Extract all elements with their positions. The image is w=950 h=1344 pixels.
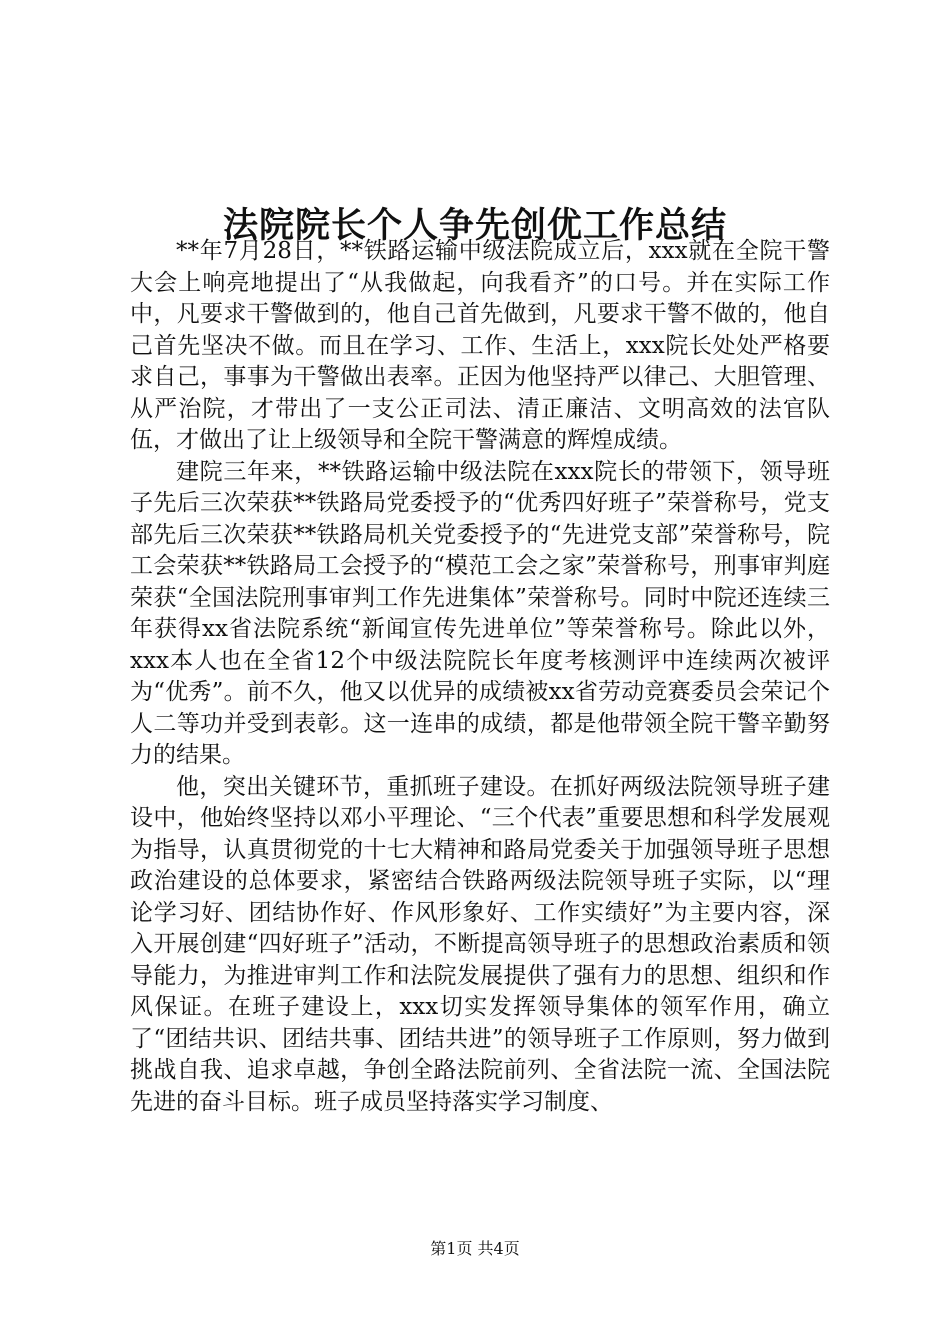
page-number-footer: 第1页 共4页 [430,1239,520,1258]
paragraph-2: 建院三年来，**铁路运输中级法院在xxx院长的带领下，领导班子先后三次荣获**铁路局党委授予的“优秀四好班子”荣誉称号，党支部先后三次荣获**铁路局机关党委授予的“先进党支部”荣誉称号，院工会荣获**铁路局工会授予的“模范工会之家”荣誉称号，刑事审判庭荣获“全国法院刑事审判工作先进集体”荣誉称号。同时中院还连续三年获得xx省法院系统“新闻宣传先进单位”等荣誉称号。除此以外，xxx本人也在全省12个中级法院院长年度考核测评中连续两次被评为“优秀”。前不久，他又以优异的成绩被xx省劳动竞赛委员会荣记个人二等功并受到表彰。这一连串的成绩，都是他带领全院干警辛勤努力的结果。 [130,458,830,768]
document-body [130,236,830,1118]
paragraph-1: **年7月28日，**铁路运输中级法院成立后，xxx就在全院干警大会上响亮地提出了“从我做起，向我看齐”的口号。并在实际工作中，凡要求干警做到的，他自己首先做到，凡要求干警不做的，他自己首先坚决不做。而且在学习、工作、生活上，xxx院长处处严格要求自己，事事为干警做出表率。正因为他坚持严以律己、大胆管理、从严治院，才带出了一支公正司法、清正廉洁、文明高效的法官队伍，才做出了让上级领导和全院干警满意的辉煌成绩。 [130,238,830,453]
paragraph-3: 他，突出关键环节，重抓班子建设。在抓好两级法院领导班子建设中，他始终坚持以邓小平理论、“三个代表”重要思想和科学发展观为指导，认真贯彻党的十七大精神和路局党委关于加强领导班子思想政治建设的总体要求，紧密结合铁路两级法院领导班子实际，以“理论学习好、团结协作好、作风形象好、工作实绩好”为主要内容，深入开展创建“四好班子”活动，不断提高领导班子的思想政治素质和领导能力，为推进审判工作和法院发展提供了强有力的思想、组织和作风保证。在班子建设上，xxx切实发挥领导集体的领军作用，确立了“团结共识、团结共事、团结共进”的领导班子工作原则，努力做到挑战自我、追求卓越，争创全路法院前列、全省法院一流、全国法院先进的奋斗目标。班子成员坚持落实学习制度、 [130,773,830,1115]
document-title: 法院院长个人争先创优工作总结 [222,205,727,247]
